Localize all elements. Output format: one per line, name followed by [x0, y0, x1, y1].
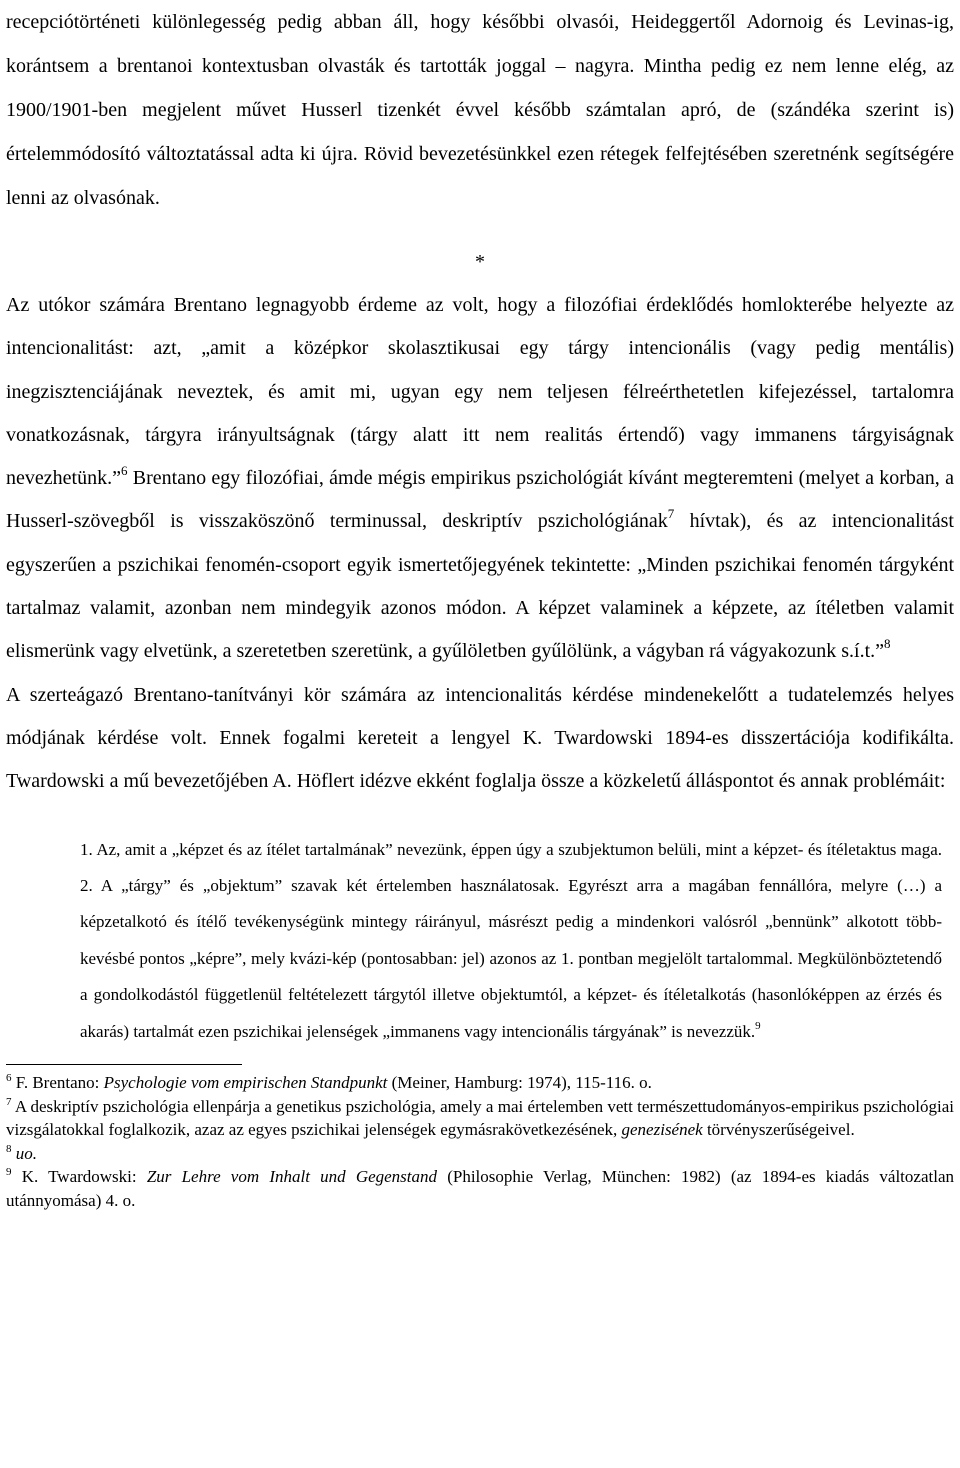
- footnote-text: A deskriptív pszichológia ellenpárja a genetikus pszichológia, amely a mai értelemben vett természettudományos-empirikus pszichológiai vizsgálatokkal foglalkozik, azaz az egyes pszichikai jelenségek egymásrakövetkezésének,: [6, 1096, 954, 1140]
- footnote-term: genezisének: [621, 1120, 703, 1140]
- footnote-ref-8[interactable]: 8: [884, 636, 891, 652]
- footnote-number: 9: [6, 1166, 12, 1179]
- footnote-text: törvényszerűségeivel.: [702, 1120, 855, 1140]
- footnote-text: (Meiner, Hamburg: 1974), 115-116. o.: [387, 1073, 652, 1092]
- footnote-number: 6: [6, 1072, 12, 1084]
- main-text-3: hívtak), és az intencionalitást egyszerűen a pszichikai fenomén-csoport egyik ismertetőjegyének tekintette: „Minden pszichikai fenomén tárgyként tartalmaz valamit, azonban nem mindegyik azonos módon. A képzet valaminek a képzete, az ítéletben valamit elismerünk vagy elvetünk, a szeretetben szeretünk, a gyűlöletben gyűlölünk, a vágyban rá vágyakozunk s.í.t.”: [6, 510, 954, 663]
- main-text-4: A szerteágazó Brentano-tanítványi kör számára az intencionalitás kérdése mindenekelőtt a tudatelemzés helyes módjának kérdése volt. Ennek fogalmi kereteit a lengyel K. Twardowski 1894-es disszertációja kodifikálta. Twardowski a mű bevezetőjében A. Höflert idézve ekként foglalja össze a közkeletű álláspontot és annak problémáit:: [6, 683, 954, 793]
- footnote-number: 7: [6, 1095, 12, 1108]
- main-paragraph: [6, 284, 954, 804]
- footnote-title: Zur Lehre vom Inhalt und Gegenstand: [146, 1167, 438, 1187]
- footnote-term: uo.: [15, 1143, 37, 1163]
- footnote-text: (Philosophie Verlag, München: 1982) (az 1894-es kiadás változatlan utánnyomása) 4. o.: [6, 1167, 954, 1210]
- footnote-ref-9[interactable]: 9: [755, 1019, 761, 1032]
- document-page: [6, 0, 954, 1213]
- footnote-ref-6[interactable]: 6: [120, 463, 128, 479]
- footnote-9: [6, 1165, 954, 1212]
- footnote-6: [6, 1071, 954, 1095]
- footnote-ref-7[interactable]: 7: [667, 506, 675, 522]
- footnote-number: 8: [6, 1142, 12, 1155]
- block-quote: [80, 832, 942, 1050]
- footnote-text: K. Twardowski:: [11, 1167, 147, 1187]
- footnote-title: Psychologie vom empirischen Standpunkt: [103, 1073, 388, 1092]
- footnote-divider: [6, 1064, 242, 1065]
- quote-text: 1. Az, amit a „képzet és az ítélet tartalmának” nevezünk, éppen úgy a szubjektumon belüli, mint a képzet- és ítéletaktus maga. 2. A „tárgy” és „objektum” szavak két értelemben használatosak. Egyrészt arra a magában fennállóra, melyre (…) a képzetalkotó és ítélő tevékenységünk mintegy ráirányul, másrészt pedig a mindenkori valósról „bennünk” alkotott több-kevésbé pontos „képre”, mely kvázi-kép (pontosabban: jel) azonos az 1. pontban megjelölt tartalommal. Megkülönböztetendő a gondolkodástól függetlenül feltételezett tárgytól illetve objektumtól, a képzet- és ítéletalkotás (hasonlóképpen az érzés és akarás) tartalmát ezen pszichikai jelenségek „immanens vagy intencionális tárgyának” is nevezzük.: [80, 839, 942, 1041]
- section-separator: *: [475, 251, 485, 273]
- main-text-2: Brentano egy filozófiai, ámde mégis empirikus pszichológiát kívánt megteremteni (melyet a korban, a Husserl-szövegből is visszaköszönő terminussal, deskriptív pszichológiának: [6, 467, 954, 533]
- footnote-text: F. Brentano:: [11, 1073, 104, 1092]
- main-text-1: Az utókor számára Brentano legnagyobb érdeme az volt, hogy a filozófiai érdeklődés homlokterébe helyezte az intencionalitást: azt, „amit a középkor skolasztikusai egy tárgy intencionális (vagy pedig mentális) inegzisztenciájának neveztek, és amit mi, ugyan egy nem teljesen félreérthetetlen kifejezéssel, tartalomra vonatkozásnak, tárgyra irányultságnak (tárgy alatt itt nem realitás értendő) vagy immanens tárgyiságnak nevezhetünk.”: [6, 294, 954, 490]
- footnote-7: [6, 1095, 954, 1142]
- footnote-8: [6, 1142, 954, 1166]
- intro-paragraph: recepciótörténeti különlegesség pedig abban áll, hogy későbbi olvasói, Heideggertől Adornoig és Levinas-ig, korántsem a brentanoi kontextusban olvasták és tartották joggal – nagyra. Mintha pedig ez nem lenne elég, az 1900/1901-ben megjelent művet Husserl tizenkét évvel később számtalan apró, de (szándéka szerint is) értelemmódosító változtatással adta ki újra. Rövid bevezetésünkkel ezen rétegek felfejtésében szeretnénk segítségére lenni az olvasónak.: [6, 11, 954, 209]
